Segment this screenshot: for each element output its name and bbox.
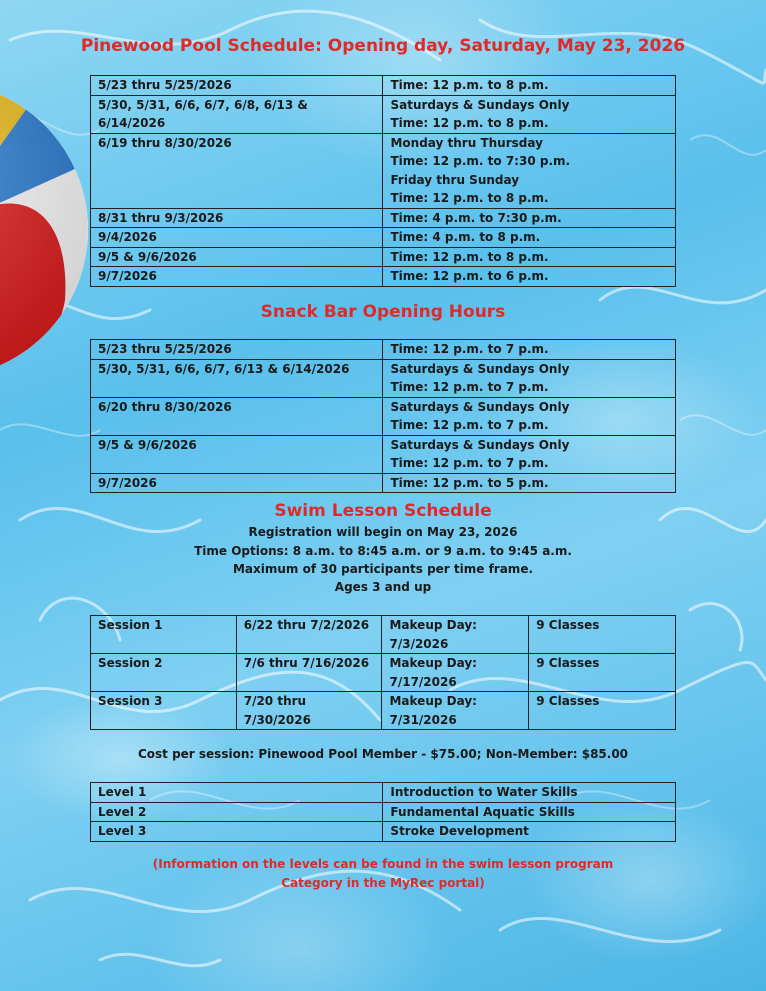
registration-info: Registration will begin on May 23, 2026	[248, 525, 518, 539]
class-count-cell: 9 Classes	[529, 692, 676, 730]
date-range-cell: 6/19 thru 8/30/2026	[91, 133, 383, 208]
hours-cell-line: Time: 12 p.m. to 8 p.m.	[390, 116, 549, 130]
level-name-cell: Level 2	[91, 802, 383, 822]
time-options-info: Time Options: 8 a.m. to 8:45 a.m. or 9 a.m. to 9:45 a.m.	[194, 544, 572, 558]
hours-cell	[383, 397, 676, 435]
date-range-cell: 9/4/2026	[91, 228, 383, 248]
table-row	[91, 692, 676, 730]
hours-cell-line: Saturdays & Sundays Only	[390, 399, 570, 414]
hours-cell-line: Time: 12 p.m. to 8 p.m.	[390, 249, 549, 264]
hours-cell-line: Time: 12 p.m. to 8 p.m.	[390, 78, 549, 92]
max-participants-info: Maximum of 30 participants per time frame.	[232, 562, 534, 576]
makeup-day-cell	[382, 692, 529, 730]
table-row	[91, 133, 676, 208]
hours-cell	[383, 435, 676, 473]
table-row	[91, 616, 676, 654]
hours-cell	[383, 95, 676, 133]
table-row	[91, 783, 676, 803]
table-row	[91, 208, 676, 228]
makeup-day-label: Makeup Day:	[389, 618, 477, 632]
table-row	[91, 76, 676, 96]
cost-per-session: Cost per session: Pinewood Pool Member - $75.00; Non-Member: $85.00	[137, 747, 629, 761]
level-name-cell: Level 1	[91, 783, 383, 803]
hours-cell-line: Time: 12 p.m. to 7 p.m.	[390, 380, 549, 394]
date-range-cell: 5/30, 5/31, 6/6, 6/7, 6/8, 6/13 & 6/14/2026	[91, 95, 383, 133]
class-count-cell: 9 Classes	[529, 654, 676, 692]
hours-cell-line: Time: 12 p.m. to 8 p.m.	[390, 191, 549, 205]
table-row	[91, 267, 676, 287]
snack-bar-title: Snack Bar Opening Hours	[260, 302, 506, 322]
levels-info-note-line-2: Category in the MyRec portal)	[281, 876, 485, 890]
session-dates-cell: 7/20 thru 7/30/2026	[236, 692, 382, 730]
hours-cell-line: Friday thru Sunday	[390, 172, 520, 187]
class-count-cell: 9 Classes	[529, 616, 676, 654]
hours-cell-line: Saturdays & Sundays Only	[390, 437, 570, 452]
level-name-cell: Level 3	[91, 822, 383, 842]
table-row	[91, 340, 676, 360]
table-row	[91, 359, 676, 397]
hours-cell	[383, 267, 676, 287]
session-dates-cell: 7/6 thru 7/16/2026	[236, 654, 382, 692]
hours-cell-line: Time: 12 p.m. to 6 p.m.	[390, 269, 549, 283]
hours-cell	[383, 340, 676, 360]
date-range-cell: 9/5 & 9/6/2026	[91, 247, 383, 267]
snack-bar-table	[90, 339, 676, 493]
hours-cell-line: Saturdays & Sundays Only	[390, 97, 570, 112]
hours-cell-line: Time: 12 p.m. to 7 p.m.	[390, 418, 549, 432]
makeup-day-label: Makeup Day:	[389, 694, 477, 708]
hours-cell-line: Time: 12 p.m. to 5 p.m.	[390, 475, 549, 490]
hours-cell	[383, 208, 676, 228]
makeup-day-date: 7/31/2026	[389, 712, 457, 727]
table-row	[91, 802, 676, 822]
hours-cell-line: Monday thru Thursday	[390, 135, 543, 150]
table-row	[91, 654, 676, 692]
hours-cell	[383, 473, 676, 493]
hours-cell	[383, 247, 676, 267]
date-range-cell: 8/31 thru 9/3/2026	[91, 208, 383, 228]
level-description-cell: Introduction to Water Skills	[383, 783, 676, 803]
session-dates-cell: 6/22 thru 7/2/2026	[236, 616, 382, 654]
makeup-day-date: 7/3/2026	[389, 636, 449, 651]
table-row	[91, 95, 676, 133]
levels-info-note	[0, 855, 766, 893]
pool-schedule-title: Pinewood Pool Schedule: Opening day, Saturday, May 23, 2026	[80, 36, 686, 56]
date-range-cell: 6/20 thru 8/30/2026	[91, 397, 383, 435]
hours-cell-line: Saturdays & Sundays Only	[390, 361, 570, 376]
hours-cell-line: Time: 4 p.m. to 7:30 p.m.	[390, 210, 562, 225]
hours-cell	[383, 133, 676, 208]
hours-cell-line: Time: 12 p.m. to 7 p.m.	[390, 456, 549, 470]
makeup-day-cell	[382, 654, 529, 692]
swim-session-table	[90, 615, 676, 730]
session-name-cell: Session 3	[91, 692, 237, 730]
hours-cell	[383, 228, 676, 248]
makeup-day-date: 7/17/2026	[389, 674, 457, 689]
date-range-cell: 9/5 & 9/6/2026	[91, 435, 383, 473]
session-name-cell: Session 1	[91, 616, 237, 654]
pool-schedule-table	[90, 75, 676, 287]
hours-cell	[383, 359, 676, 397]
date-range-cell: 9/7/2026	[91, 267, 383, 287]
level-description-cell: Fundamental Aquatic Skills	[383, 802, 676, 822]
table-row	[91, 397, 676, 435]
table-row	[91, 822, 676, 842]
date-range-cell: 5/30, 5/31, 6/6, 6/7, 6/13 & 6/14/2026	[91, 359, 383, 397]
date-range-cell: 9/7/2026	[91, 473, 383, 493]
table-row	[91, 247, 676, 267]
makeup-day-cell	[382, 616, 529, 654]
table-row	[91, 435, 676, 473]
hours-cell	[383, 76, 676, 96]
makeup-day-label: Makeup Day:	[389, 656, 477, 670]
swim-lesson-title: Swim Lesson Schedule	[274, 501, 492, 521]
date-range-cell: 5/23 thru 5/25/2026	[91, 76, 383, 96]
table-row	[91, 473, 676, 493]
hours-cell-line: Time: 4 p.m. to 8 p.m.	[390, 230, 541, 244]
ages-info: Ages 3 and up	[334, 580, 432, 594]
level-description-cell: Stroke Development	[383, 822, 676, 842]
swim-level-table	[90, 782, 676, 842]
hours-cell-line: Time: 12 p.m. to 7 p.m.	[390, 342, 549, 356]
levels-info-note-line-1: (Information on the levels can be found in the swim lesson program	[152, 857, 614, 871]
hours-cell-line: Time: 12 p.m. to 7:30 p.m.	[390, 154, 571, 168]
date-range-cell: 5/23 thru 5/25/2026	[91, 340, 383, 360]
session-name-cell: Session 2	[91, 654, 237, 692]
table-row	[91, 228, 676, 248]
